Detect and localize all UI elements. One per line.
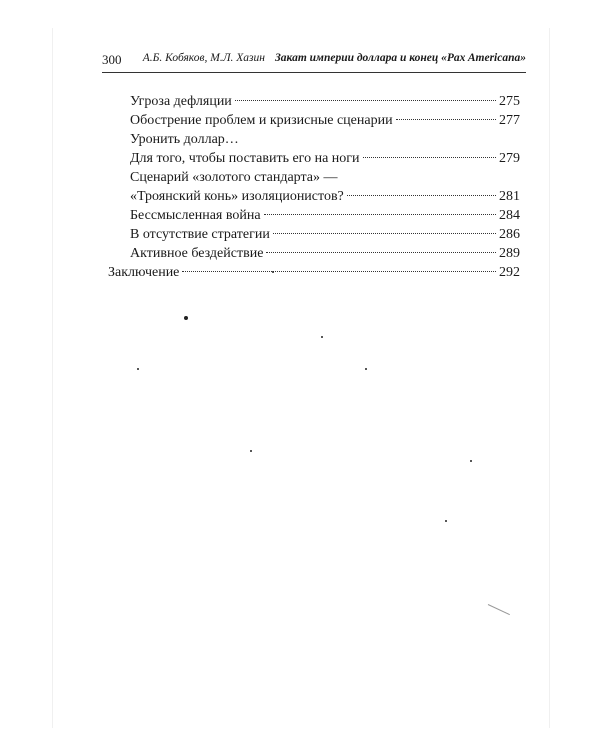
toc-entry-title: «Троянский конь» изоляционистов? xyxy=(130,189,344,204)
header-book-title: Закат империи доллара и конец «Pax Americana» xyxy=(274,52,526,64)
toc-entry-page: 284 xyxy=(499,208,520,223)
toc-entry xyxy=(108,168,520,187)
toc-leader-dots xyxy=(347,195,496,196)
toc-entry-title: В отсутствие стратегии xyxy=(130,227,270,242)
toc-entry-title: Для того, чтобы поставить его на ноги xyxy=(130,151,360,166)
toc-entry xyxy=(108,244,520,263)
page-number: 300 xyxy=(102,52,122,67)
toc-entry xyxy=(108,206,520,225)
toc-leader-dots xyxy=(264,214,496,215)
toc-leader-dots xyxy=(266,252,496,253)
toc-leader-dots xyxy=(273,233,496,234)
toc-entry xyxy=(108,92,520,111)
scan-speck xyxy=(365,368,367,370)
scan-speck xyxy=(184,316,188,320)
toc-leader-dots xyxy=(182,271,496,272)
toc-entry xyxy=(108,130,520,149)
scan-speck xyxy=(250,450,252,452)
scan-speck xyxy=(470,460,472,462)
scan-speck xyxy=(272,271,274,273)
toc-entry xyxy=(108,149,520,168)
scan-speck xyxy=(445,520,447,522)
toc-entry-title: Угроза дефляции xyxy=(130,94,232,109)
toc-entry-title: Бессмысленная война xyxy=(130,208,261,223)
toc-entry-page: 275 xyxy=(499,94,520,109)
running-title xyxy=(143,52,526,64)
toc-entry-page: 281 xyxy=(499,189,520,204)
toc-entry-title: Уронить доллар… xyxy=(130,132,239,147)
table-of-contents xyxy=(108,92,520,282)
toc-entry xyxy=(108,225,520,244)
toc-entry-title: Заключение xyxy=(108,265,180,280)
toc-entry xyxy=(108,187,520,206)
toc-entry-title: Обострение проблем и кризисные сценарии xyxy=(130,113,393,128)
scan-speck xyxy=(137,368,139,370)
toc-entry-title: Активное бездействие xyxy=(130,246,264,261)
toc-leader-dots xyxy=(396,119,496,120)
header-authors: А.Б. Кобяков, М.Л. Хазин xyxy=(142,52,265,64)
toc-entry-page: 279 xyxy=(499,151,520,166)
toc-leader-dots xyxy=(363,157,496,158)
running-header xyxy=(102,50,526,73)
scan-speck xyxy=(321,336,323,338)
toc-entry xyxy=(108,263,520,282)
toc-entry-page: 286 xyxy=(499,227,520,242)
toc-entry-title: Сценарий «золотого стандарта» — xyxy=(130,170,338,185)
toc-entry-page: 289 xyxy=(499,246,520,261)
toc-entry-page: 292 xyxy=(499,265,520,280)
toc-entry-page: 277 xyxy=(499,113,520,128)
toc-entry xyxy=(108,111,520,130)
toc-leader-dots xyxy=(235,100,496,101)
